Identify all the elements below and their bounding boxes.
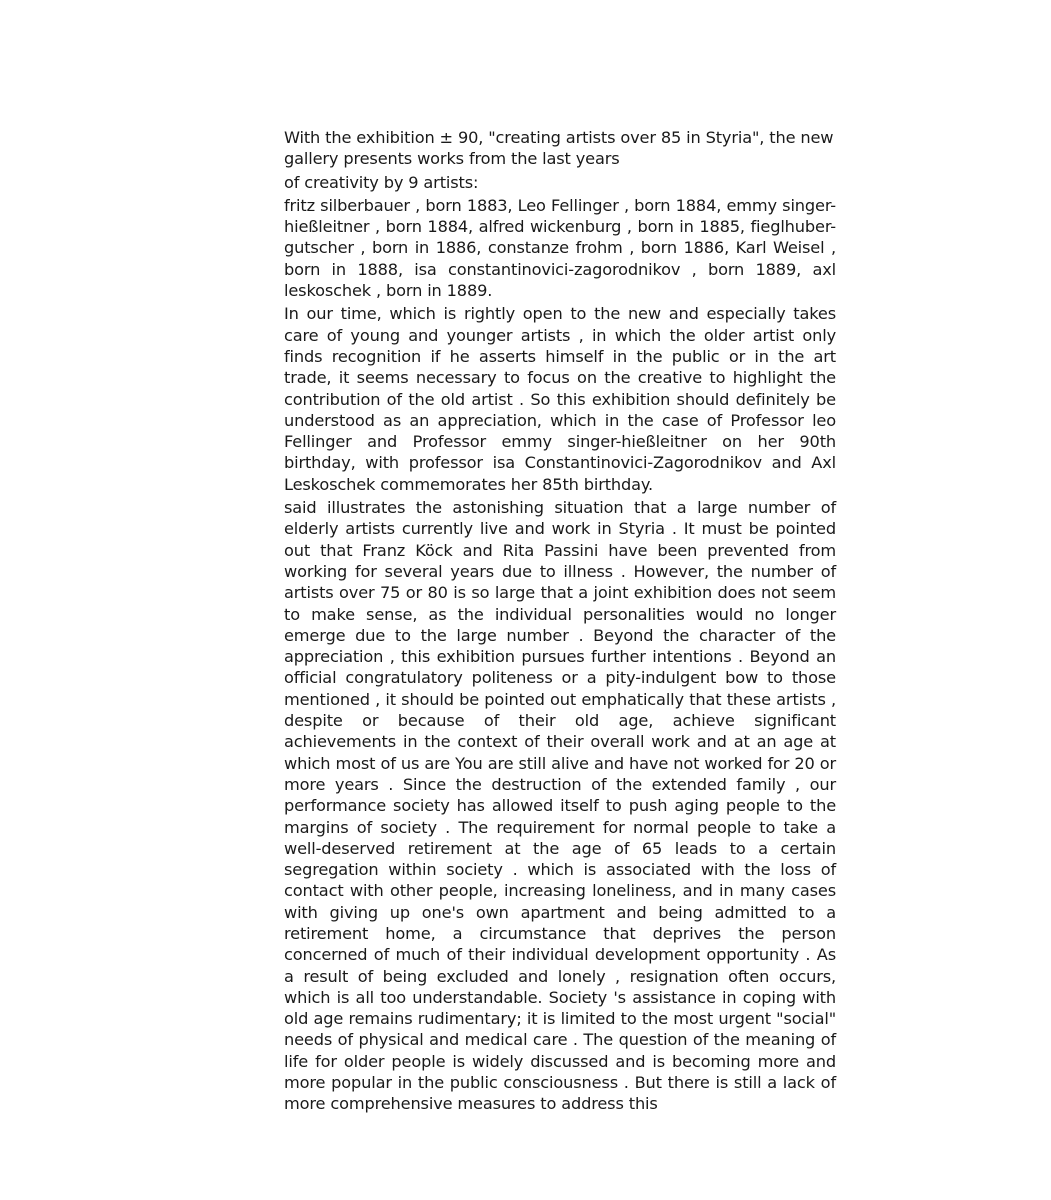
paragraph-intro-continued: of creativity by 9 artists:	[284, 172, 479, 192]
paragraph-appreciation: In our time, which is rightly open to the new and especially takes care of young and younger artists , in which the older artist only finds recognition if he asserts himself in the public or in the art trade, it seems necessary to focus on the creative to highlight the contribution of the old artist . So this exhibition should definitely be understood as an appreciation, which in the case of Professor leo Fellinger and Professor emmy singer-hießleitner on her 90th birthday, with professor isa Constantinovici-Zagorodnikov and Axl Leskoschek commemorates her 85th birthday.	[284, 304, 836, 494]
paragraph-elderly-artists: said illustrates the astonishing situation that a large number of elderly artists currently live and work in Styria . It must be pointed out that Franz Köck and Rita Passini have been prevented from working for several years due to illness . However, the number of artists over 75 or 80 is so large that a joint exhibition does not seem to make sense, as the individual personalities would no longer emerge due to the large number . Beyond the character of the appreciation , this exhibition pursues further intentions . Beyond an official congratulatory politeness or a pity-indulgent bow to those mentioned , it should be pointed out emphatically that these artists , despite or because of their old age, achieve significant achievements in the context of their overall work and at an age at which most of us are You are still alive and have not worked for 20 or more years . Since the destruction of the extended family , our performance society has allowed itself to push aging people to the margins of society . The requirement for normal people to take a well-deserved retirement at the age of 65 leads to a certain segregation within society . which is associated with the loss of contact with other people, increasing loneliness, and in many cases with giving up one's own apartment and being admitted to a retirement home, a circumstance that deprives the person concerned of much of their individual development opportunity . As a result of being excluded and lonely , resignation often occurs, which is all too understandable. Society 's assistance in coping with old age remains rudimentary; it is limited to the most urgent "social" needs of physical and medical care . The question of the meaning of life for older people is widely discussed and is becoming more and more popular in the public consciousness . But there is still a lack of more comprehensive measures to address this	[284, 498, 836, 1114]
paragraph-artist-list: fritz silberbauer , born 1883, Leo Fellinger , born 1884, emmy singer-hießleitner , born 1884, alfred wickenburg , born in 1885, fieglhuber-gutscher , born in 1886, constanze frohm , born 1886, Karl Weisel , born in 1888, isa constantinovici-zagorodnikov , born 1889, axl leskoschek , born in 1889.	[284, 195, 836, 301]
paragraph-intro: With the exhibition ± 90, "creating artists over 85 in Styria", the new gallery presents works from the last years	[284, 128, 834, 169]
text-column	[284, 127, 836, 1117]
